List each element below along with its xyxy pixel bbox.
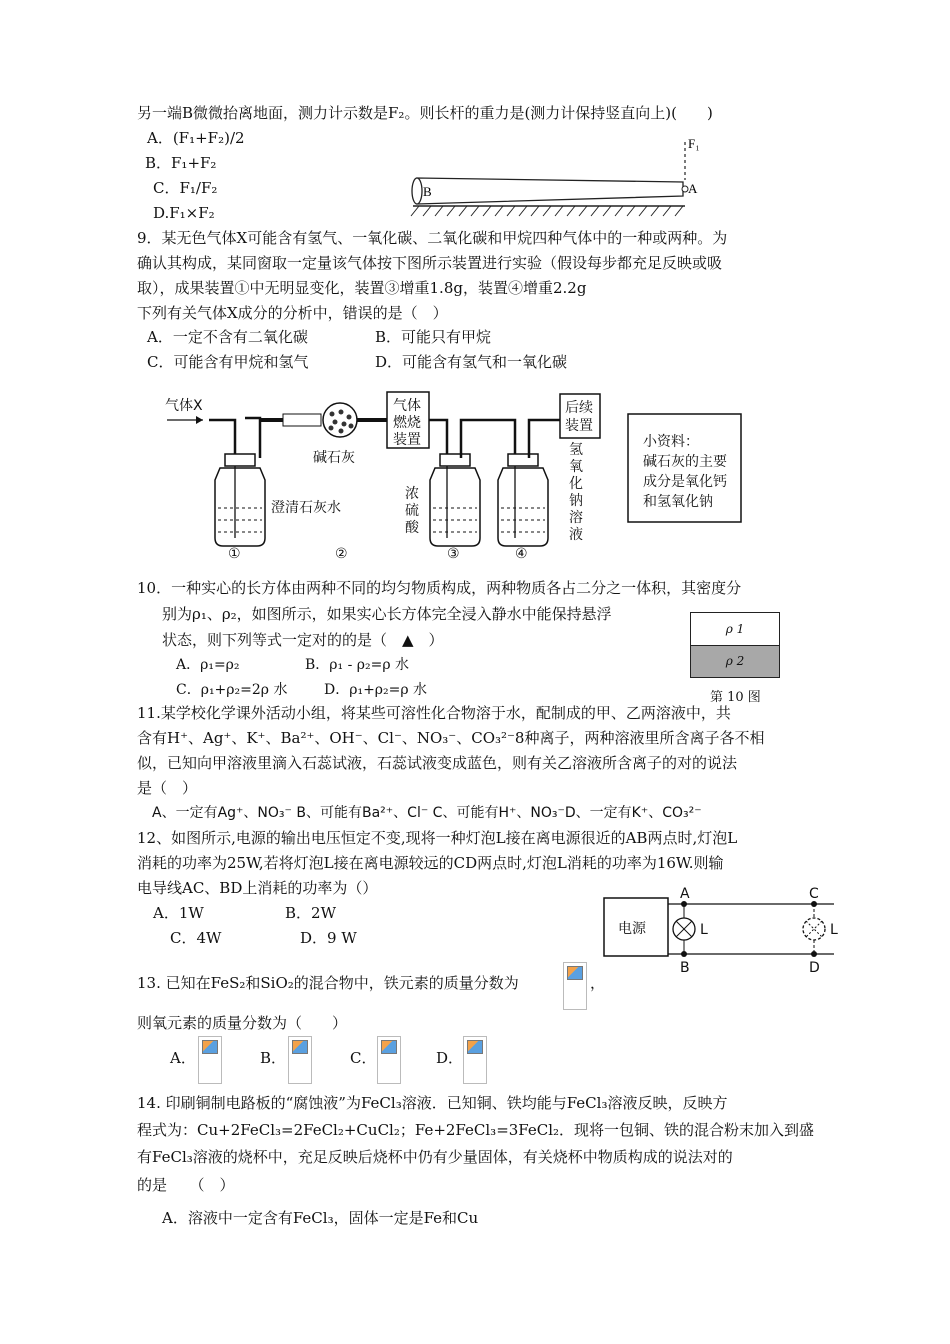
q9-soda-lime-label: 碱石灰: [313, 450, 355, 466]
q12-circuit-figure: [600, 882, 850, 977]
q8-option-b: B．F₁+F₂: [145, 154, 217, 172]
q9-num-3: ③: [447, 546, 460, 562]
q12-option-d: D．9 W: [300, 929, 357, 947]
q8-label-a: A: [688, 181, 698, 196]
q9-gas-x-label: 气体X: [165, 398, 203, 414]
q14-line-4: 的是 （ ）: [137, 1176, 235, 1194]
q12-label-l2: L: [830, 922, 838, 938]
q12-line-1: 12、如图所示,电源的输出电压恒定不变,现将一种灯泡L接在离电源很近的AB两点时,灯泡L: [137, 829, 738, 847]
q8-option-a: A．(F₁+F₂)/2: [147, 129, 245, 147]
q9-burn-line-3: 装置: [393, 432, 421, 448]
q8-option-d: D.F₁×F₂: [153, 204, 215, 222]
q9-info-3: 成分是氧化钙: [643, 474, 727, 490]
q8-label-b: B: [423, 184, 432, 199]
q13-line-2: 则氧元素的质量分数为（ ）: [137, 1014, 348, 1032]
q13-line-1: 13. 已知在FeS₂和SiO₂的混合物中，铁元素的质量分数为: [137, 974, 519, 992]
q10-line-1: 10．一种实心的长方体由两种不同的均匀物质构成，两种物质各占二分之一体积，其密度分: [137, 579, 742, 597]
q10-rho2-label: ρ 2: [691, 646, 779, 677]
q13-option-b-image: [288, 1036, 312, 1084]
q13-option-c-image: [377, 1036, 401, 1084]
q14-option-a: A．溶液中一定含有FeCl₃，固体一定是Fe和Cu: [162, 1209, 479, 1227]
q8-label-f1: F₁: [688, 136, 700, 151]
q12-label-l1: L: [700, 922, 708, 938]
q12-label-c: C: [809, 886, 819, 902]
q9-info-1: 小资料：: [643, 434, 699, 450]
q8-rod-figure: [405, 130, 700, 220]
q9-line-1: 9．某无色气体X可能含有氢气、一氧化碳、二氧化碳和甲烷四种气体中的一种或两种。为: [137, 229, 728, 247]
q9-num-4: ④: [515, 546, 528, 562]
q9-line-2: 确认其构成，某同窗取一定量该气体按下图所示装置进行实验（假设每步都充足反映或吸: [137, 254, 723, 272]
q10-block-figure: [690, 612, 780, 678]
q12-line-3: 电导线AC、BD上消耗的功率为（）: [137, 879, 378, 897]
q12-option-a: A．1W: [153, 904, 204, 922]
q10-option-a: A．ρ₁=ρ₂: [176, 657, 240, 673]
q12-label-d: D: [809, 960, 820, 976]
q9-naoh-6: 液: [569, 527, 583, 543]
q9-naoh-5: 溶: [569, 510, 583, 526]
q9-limewater-label: 澄清石灰水: [271, 500, 341, 516]
q9-naoh-1: 氢: [569, 442, 583, 458]
q10-option-d: D．ρ₁+ρ₂=ρ 水: [324, 682, 428, 698]
q11-line-4: 是（ ）: [137, 779, 198, 797]
q14-line-2: 程式为：Cu+2FeCl₃=2FeCl₂+CuCl₂；Fe+2FeCl₃=3FeCl₂．现将一包铜、铁的混合粉末加入到盛: [137, 1121, 815, 1139]
q8-text: 另一端B微微抬离地面，测力计示数是F₂。则长杆的重力是(测力计保持竖直向上)( ): [137, 104, 713, 122]
q13-option-d-image: [463, 1036, 487, 1084]
q9-follow-line-1: 后续: [565, 400, 593, 416]
q9-option-c: C．可能含有甲烷和氢气: [147, 353, 309, 371]
q10-option-b: B．ρ₁ - ρ₂=ρ 水: [305, 657, 410, 673]
q13-option-a-image: [198, 1036, 222, 1084]
q11-line-1: 11.某学校化学课外活动小组，将某些可溶性化合物溶于水，配制成的甲、乙两溶液中，共: [137, 704, 731, 722]
q10-line-3: 状态，则下列等式一定对的的是（ ▲ ）: [162, 631, 444, 649]
q13-fraction-image: [563, 962, 587, 1010]
q10-rho1-label: ρ 1: [691, 613, 779, 646]
q9-num-1: ①: [228, 546, 241, 562]
q14-line-1: 14. 印刷铜制电路板的“腐蚀液”为FeCl₃溶液．已知铜、铁均能与FeCl₃溶液反映，反映方: [137, 1094, 728, 1112]
q9-burn-line-2: 燃烧: [393, 415, 421, 431]
q9-naoh-2: 氧: [569, 459, 583, 475]
q10-caption: 第 10 图: [710, 690, 761, 705]
q9-follow-line-2: 装置: [565, 418, 593, 434]
q13-option-b: B．: [260, 1049, 287, 1067]
q11-line-3: 似，已知向甲溶液里滴入石蕊试液，石蕊试液变成蓝色，则有关乙溶液所含离子的对的说法: [137, 754, 738, 772]
q11-line-2: 含有H⁺、Ag⁺、K⁺、Ba²⁺、OH⁻、Cl⁻、NO₃⁻、CO₃²⁻8种离子，两种溶液里所含离子各不相: [137, 729, 765, 747]
q12-label-a: A: [680, 886, 690, 902]
q8-option-c: C．F₁/F₂: [153, 179, 218, 197]
q9-option-b: B．可能只有甲烷: [375, 328, 492, 346]
q9-apparatus-figure: [165, 388, 745, 563]
q9-burn-line-1: 气体: [393, 398, 421, 414]
q12-option-c: C．4W: [170, 929, 222, 947]
q9-line-3: 取），成果装置①中无明显变化，装置③增重1.8g，装置④增重2.2g: [137, 279, 587, 297]
q9-line-4: 下列有关气体X成分的分析中，错误的是（ ）: [137, 304, 448, 322]
q12-line-2: 消耗的功率为25W,若将灯泡L接在离电源较远的CD两点时,灯泡L消耗的功率为16W.则输: [137, 854, 724, 872]
q9-info-2: 碱石灰的主要: [643, 454, 727, 470]
q12-source-label: 电源: [618, 921, 646, 937]
q12-label-b: B: [680, 960, 690, 976]
q9-info-4: 和氢氧化钠: [643, 494, 713, 510]
q14-line-3: 有FeCl₃溶液的烧杯中，充足反映后烧杯中仍有少量固体，有关烧杯中物质构成的说法对的: [137, 1148, 733, 1166]
q9-acid-3: 酸: [405, 520, 419, 536]
q13-option-c: C．: [350, 1049, 377, 1067]
q9-option-a: A．一定不含有二氧化碳: [147, 328, 308, 346]
q9-naoh-4: 钠: [569, 493, 583, 509]
q12-option-b: B．2W: [285, 904, 336, 922]
q13-option-a: A．: [170, 1049, 196, 1067]
q13-option-d: D．: [436, 1049, 464, 1067]
q9-naoh-3: 化: [569, 476, 583, 492]
q9-option-d: D．可能含有氢气和一氧化碳: [375, 353, 568, 371]
q11-options: A、一定有Ag⁺、NO₃⁻ B、可能有Ba²⁺、Cl⁻ C、可能有H⁺、NO₃⁻D、一定有K⁺、CO₃²⁻: [152, 805, 702, 821]
q9-acid-2: 硫: [405, 503, 419, 519]
q13-line-1-tail: ，: [590, 974, 606, 992]
q10-line-2: 别为ρ₁、ρ₂，如图所示，如果实心长方体完全浸入静水中能保持悬浮: [162, 605, 612, 623]
q9-acid-1: 浓: [405, 486, 419, 502]
q9-num-2: ②: [335, 546, 348, 562]
q10-option-c: C．ρ₁+ρ₂=2ρ 水: [176, 682, 288, 698]
